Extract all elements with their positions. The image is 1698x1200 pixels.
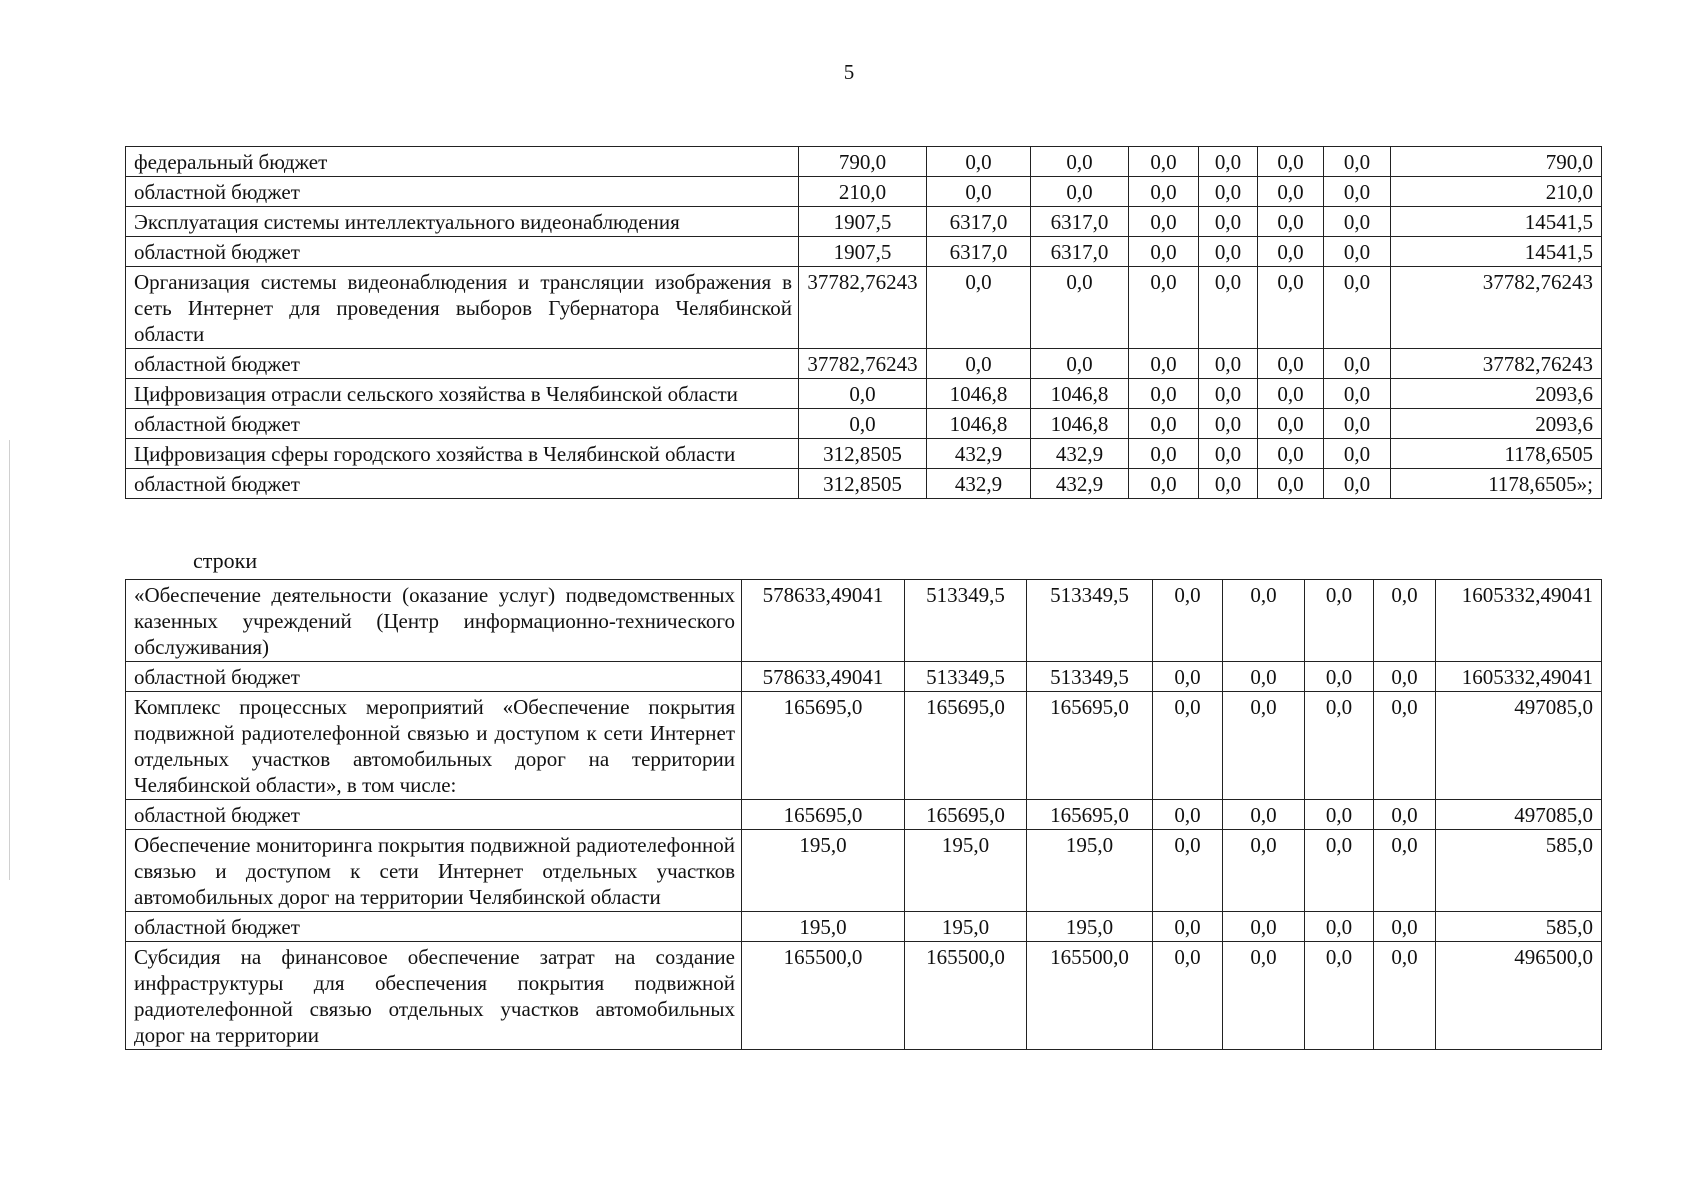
value-cell: 0,0 (1324, 147, 1391, 177)
value-cell: 0,0 (1223, 662, 1305, 692)
table-row (126, 912, 1602, 942)
value-cell: 0,0 (1153, 800, 1223, 830)
value-cell: 0,0 (1223, 580, 1305, 662)
value-cell: 0,0 (1129, 349, 1199, 379)
value-cell: 513349,5 (1027, 662, 1153, 692)
value-cell: 0,0 (927, 177, 1031, 207)
value-cell: 578633,49041 (742, 580, 905, 662)
total-cell: 496500,0 (1436, 942, 1602, 1050)
table-row (126, 942, 1602, 1050)
value-cell: 0,0 (1374, 692, 1436, 800)
table-row (126, 147, 1602, 177)
value-cell: 0,0 (799, 379, 927, 409)
value-cell: 0,0 (1324, 379, 1391, 409)
value-cell: 0,0 (1258, 237, 1324, 267)
value-cell: 0,0 (1129, 207, 1199, 237)
value-cell: 0,0 (1199, 349, 1258, 379)
value-cell: 0,0 (1324, 237, 1391, 267)
value-cell: 0,0 (799, 409, 927, 439)
value-cell: 312,8505 (799, 439, 927, 469)
value-cell: 165695,0 (1027, 692, 1153, 800)
table-row (126, 692, 1602, 800)
value-cell: 165695,0 (742, 800, 905, 830)
total-cell: 1605332,49041 (1436, 580, 1602, 662)
value-cell: 0,0 (1258, 349, 1324, 379)
value-cell: 0,0 (1199, 439, 1258, 469)
value-cell: 0,0 (1031, 267, 1129, 349)
total-cell: 497085,0 (1436, 800, 1602, 830)
value-cell: 432,9 (1031, 469, 1129, 499)
table-row (126, 177, 1602, 207)
value-cell: 578633,49041 (742, 662, 905, 692)
value-cell: 0,0 (1031, 147, 1129, 177)
table-row (126, 207, 1602, 237)
value-cell: 432,9 (1031, 439, 1129, 469)
total-cell: 585,0 (1436, 830, 1602, 912)
value-cell: 0,0 (1129, 469, 1199, 499)
value-cell: 210,0 (799, 177, 927, 207)
total-cell: 1605332,49041 (1436, 662, 1602, 692)
value-cell: 1046,8 (1031, 409, 1129, 439)
table-row (126, 580, 1602, 662)
value-cell: 0,0 (1324, 267, 1391, 349)
table-row (126, 830, 1602, 912)
value-cell: 165695,0 (1027, 800, 1153, 830)
value-cell: 165500,0 (905, 942, 1027, 1050)
value-cell: 0,0 (1305, 942, 1374, 1050)
value-cell: 195,0 (905, 830, 1027, 912)
value-cell: 195,0 (1027, 912, 1153, 942)
value-cell: 0,0 (1324, 207, 1391, 237)
value-cell: 6317,0 (927, 237, 1031, 267)
row-label: областной бюджет (126, 409, 799, 439)
value-cell: 0,0 (1258, 177, 1324, 207)
row-label: областной бюджет (126, 662, 742, 692)
value-cell: 513349,5 (905, 662, 1027, 692)
row-label: федеральный бюджет (126, 147, 799, 177)
row-label: Организация системы видеонаблюдения и трансляции изображения в сеть Интернет для проведения выборов Губернатора Челябинской области (126, 267, 799, 349)
total-cell: 497085,0 (1436, 692, 1602, 800)
page-number: 5 (843, 60, 855, 84)
value-cell: 1046,8 (927, 379, 1031, 409)
row-label: Комплекс процессных мероприятий «Обеспечение покрытия подвижной радиотелефонной связью и доступом к сети Интернет отдельных участков автомобильных дорог на территории Челябинской области», в том числе: (126, 692, 742, 800)
value-cell: 312,8505 (799, 469, 927, 499)
value-cell: 0,0 (1374, 942, 1436, 1050)
row-label: областной бюджет (126, 349, 799, 379)
value-cell: 0,0 (1199, 409, 1258, 439)
table-row (126, 237, 1602, 267)
value-cell: 0,0 (1199, 237, 1258, 267)
value-cell: 0,0 (1199, 379, 1258, 409)
value-cell: 0,0 (1305, 662, 1374, 692)
value-cell: 0,0 (927, 349, 1031, 379)
total-cell: 1178,6505»; (1391, 469, 1602, 499)
value-cell: 165500,0 (1027, 942, 1153, 1050)
value-cell: 0,0 (1305, 692, 1374, 800)
value-cell: 0,0 (1129, 267, 1199, 349)
value-cell: 0,0 (1258, 439, 1324, 469)
value-cell: 432,9 (927, 439, 1031, 469)
budget-table-top (125, 146, 1602, 499)
value-cell: 0,0 (1199, 147, 1258, 177)
value-cell: 6317,0 (1031, 207, 1129, 237)
value-cell: 0,0 (1199, 267, 1258, 349)
total-cell: 14541,5 (1391, 207, 1602, 237)
value-cell: 0,0 (1223, 912, 1305, 942)
value-cell: 0,0 (1153, 830, 1223, 912)
value-cell: 0,0 (1223, 800, 1305, 830)
value-cell: 0,0 (1258, 379, 1324, 409)
value-cell: 0,0 (1258, 267, 1324, 349)
value-cell: 0,0 (1324, 439, 1391, 469)
value-cell: 0,0 (1199, 177, 1258, 207)
value-cell: 0,0 (1374, 912, 1436, 942)
value-cell: 0,0 (1153, 942, 1223, 1050)
row-label: областной бюджет (126, 912, 742, 942)
value-cell: 0,0 (1324, 177, 1391, 207)
value-cell: 195,0 (1027, 830, 1153, 912)
total-cell: 585,0 (1436, 912, 1602, 942)
value-cell: 0,0 (1223, 942, 1305, 1050)
value-cell: 165695,0 (905, 800, 1027, 830)
section-label: строки (193, 548, 258, 573)
value-cell: 0,0 (1374, 662, 1436, 692)
row-label: областной бюджет (126, 237, 799, 267)
value-cell: 0,0 (1374, 830, 1436, 912)
value-cell: 195,0 (905, 912, 1027, 942)
value-cell: 0,0 (1223, 692, 1305, 800)
table-row (126, 349, 1602, 379)
row-label: Обеспечение мониторинга покрытия подвижной радиотелефонной связью и доступом к сети Интернет отдельных участков автомобильных дорог на территории Челябинской области (126, 830, 742, 912)
scan-margin-line (9, 440, 10, 880)
value-cell: 0,0 (1153, 580, 1223, 662)
value-cell: 0,0 (1153, 662, 1223, 692)
value-cell: 0,0 (1258, 207, 1324, 237)
table-row (126, 267, 1602, 349)
table-row (126, 379, 1602, 409)
table-row (126, 409, 1602, 439)
total-cell: 790,0 (1391, 147, 1602, 177)
total-cell: 2093,6 (1391, 379, 1602, 409)
total-cell: 210,0 (1391, 177, 1602, 207)
value-cell: 6317,0 (1031, 237, 1129, 267)
value-cell: 0,0 (1324, 469, 1391, 499)
row-label: областной бюджет (126, 177, 799, 207)
value-cell: 0,0 (1031, 349, 1129, 379)
value-cell: 0,0 (1374, 580, 1436, 662)
value-cell: 513349,5 (905, 580, 1027, 662)
table-row (126, 800, 1602, 830)
value-cell: 195,0 (742, 830, 905, 912)
value-cell: 432,9 (927, 469, 1031, 499)
value-cell: 165695,0 (742, 692, 905, 800)
total-cell: 2093,6 (1391, 409, 1602, 439)
row-label: Эксплуатация системы интеллектуального видеонаблюдения (126, 207, 799, 237)
row-label: «Обеспечение деятельности (оказание услуг) подведомственных казенных учреждений (Центр информационно-технического обслуживания) (126, 580, 742, 662)
value-cell: 165695,0 (905, 692, 1027, 800)
total-cell: 37782,76243 (1391, 267, 1602, 349)
value-cell: 6317,0 (927, 207, 1031, 237)
value-cell: 0,0 (1305, 912, 1374, 942)
value-cell: 0,0 (1324, 349, 1391, 379)
value-cell: 1046,8 (1031, 379, 1129, 409)
value-cell: 0,0 (1258, 469, 1324, 499)
value-cell: 0,0 (1305, 830, 1374, 912)
value-cell: 0,0 (1305, 800, 1374, 830)
budget-table-bottom (125, 579, 1602, 1050)
value-cell: 0,0 (1129, 237, 1199, 267)
value-cell: 1907,5 (799, 237, 927, 267)
table-row (126, 469, 1602, 499)
row-label: областной бюджет (126, 469, 799, 499)
value-cell: 37782,76243 (799, 349, 927, 379)
value-cell: 0,0 (1153, 912, 1223, 942)
value-cell: 0,0 (1258, 409, 1324, 439)
value-cell: 0,0 (927, 267, 1031, 349)
value-cell: 0,0 (1223, 830, 1305, 912)
budget-table-top-body (126, 147, 1602, 499)
value-cell: 0,0 (1129, 177, 1199, 207)
value-cell: 37782,76243 (799, 267, 927, 349)
value-cell: 0,0 (1199, 469, 1258, 499)
value-cell: 513349,5 (1027, 580, 1153, 662)
value-cell: 195,0 (742, 912, 905, 942)
value-cell: 0,0 (1258, 147, 1324, 177)
value-cell: 0,0 (1129, 147, 1199, 177)
value-cell: 0,0 (1374, 800, 1436, 830)
value-cell: 0,0 (1129, 409, 1199, 439)
value-cell: 0,0 (1305, 580, 1374, 662)
table-row (126, 439, 1602, 469)
value-cell: 0,0 (1031, 177, 1129, 207)
row-label: Цифровизация сферы городского хозяйства в Челябинской области (126, 439, 799, 469)
value-cell: 0,0 (1129, 439, 1199, 469)
value-cell: 1907,5 (799, 207, 927, 237)
total-cell: 1178,6505 (1391, 439, 1602, 469)
value-cell: 0,0 (1129, 379, 1199, 409)
value-cell: 790,0 (799, 147, 927, 177)
total-cell: 14541,5 (1391, 237, 1602, 267)
value-cell: 1046,8 (927, 409, 1031, 439)
row-label: Цифровизация отрасли сельского хозяйства в Челябинской области (126, 379, 799, 409)
row-label: областной бюджет (126, 800, 742, 830)
table-row (126, 662, 1602, 692)
total-cell: 37782,76243 (1391, 349, 1602, 379)
value-cell: 0,0 (1153, 692, 1223, 800)
value-cell: 0,0 (1324, 409, 1391, 439)
value-cell: 0,0 (927, 147, 1031, 177)
row-label: Субсидия на финансовое обеспечение затрат на создание инфраструктуры для обеспечения покрытия подвижной радиотелефонной связью отдельных участков автомобильных дорог на территории (126, 942, 742, 1050)
value-cell: 165500,0 (742, 942, 905, 1050)
budget-table-bottom-body (126, 580, 1602, 1050)
value-cell: 0,0 (1199, 207, 1258, 237)
